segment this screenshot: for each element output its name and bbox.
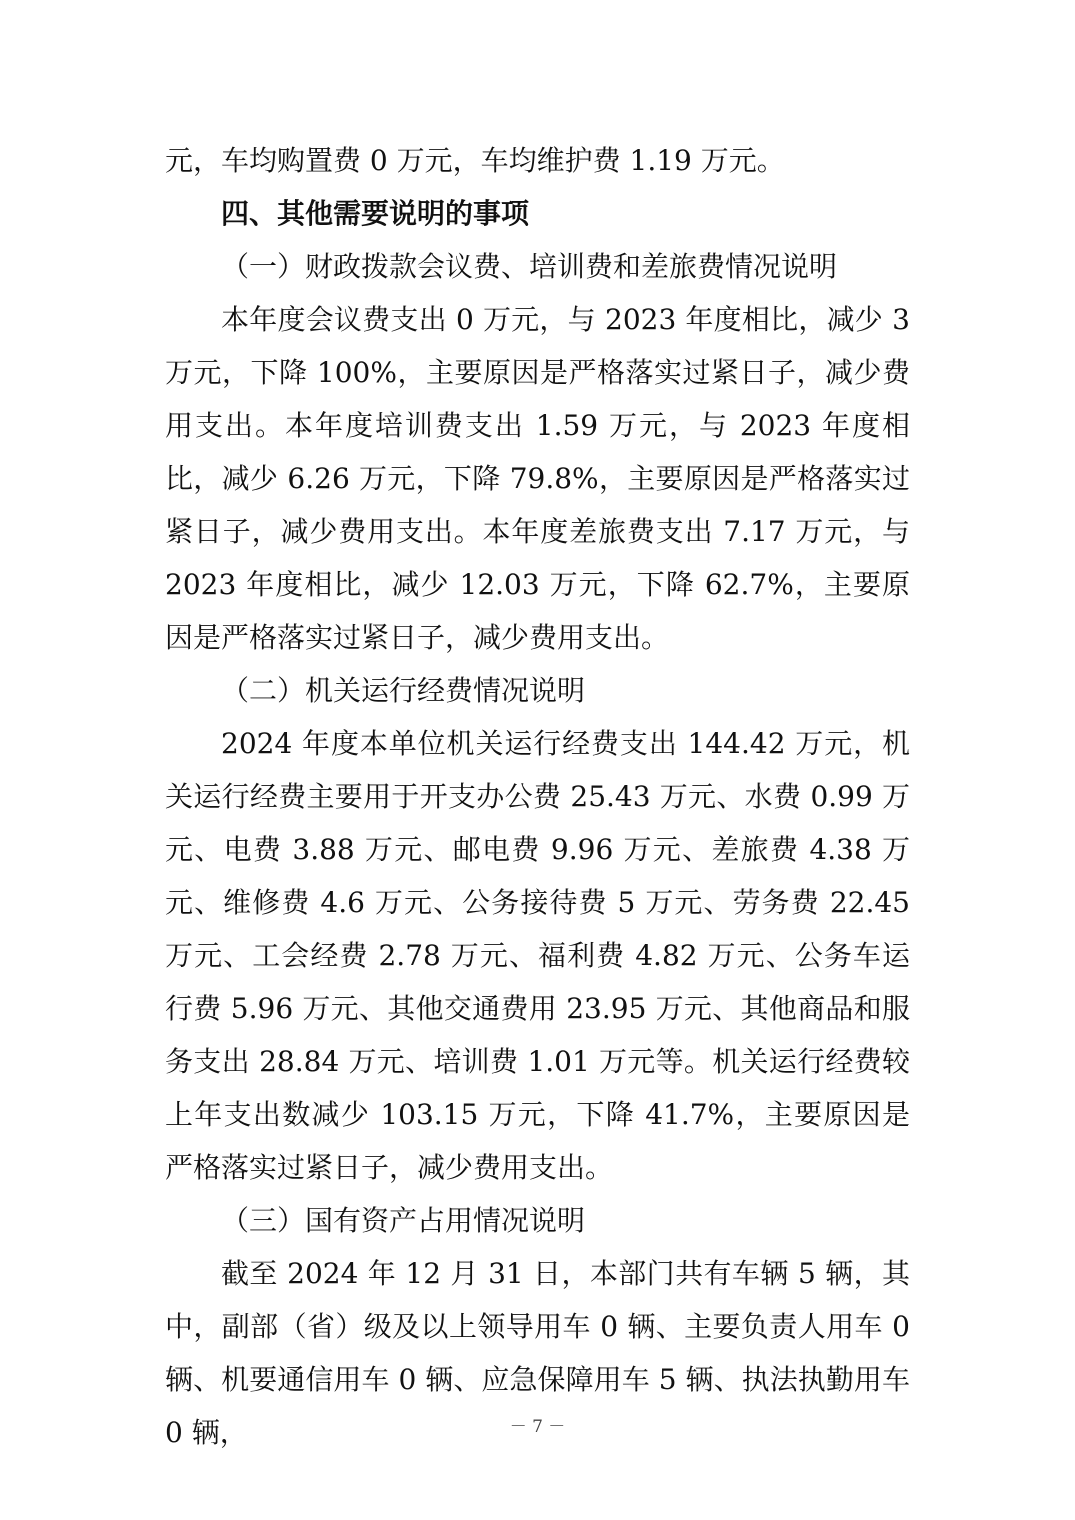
document-body: [165, 134, 910, 1459]
paragraph: 本年度会议费支出 0 万元，与 2023 年度相比，减少 3 万元，下降 100%，主要原因是严格落实过紧日子，减少费用支出。本年度培训费支出 1.59 万元，与 2023 年度相比，减少 6.26 万元，下降 79.8%，主要原因是严格落实过紧日子，减少费用支出。本年度差旅费支出 7.17 万元，与 2023 年度相比，减少 12.03 万元，下降 62.7%，主要原因是严格落实过紧日子，减少费用支出。: [165, 303, 910, 654]
subsection-heading: （一）财政拨款会议费、培训费和差旅费情况说明: [221, 250, 838, 283]
paragraph: 2024 年度本单位机关运行经费支出 144.42 万元，机关运行经费主要用于开支办公费 25.43 万元、水费 0.99 万元、电费 3.88 万元、邮电费 9.96 万元、差旅费 4.38 万元、维修费 4.6 万元、公务接待费 5 万元、劳务费 22.45 万元、工会经费 2.78 万元、福利费 4.82 万元、公务车运行费 5.96 万元、其他交通费用 23.95 万元、其他商品和服务支出 28.84 万元、培训费 1.01 万元等。机关运行经费较上年支出数减少 103.15 万元，下降 41.7%，主要原因是严格落实过紧日子，减少费用支出。: [165, 727, 910, 1184]
paragraph-continued: 元，车均购置费 0 万元，车均维护费 1.19 万元。: [165, 144, 785, 177]
section-heading: 四、其他需要说明的事项: [221, 197, 530, 230]
page-number: － 7 －: [509, 1417, 566, 1437]
subsection-heading: （三）国有资产占用情况说明: [221, 1204, 586, 1237]
paragraph: 截至 2024 年 12 月 31 日，本部门共有车辆 5 辆，其中，副部（省）级及以上领导用车 0 辆、主要负责人用车 0 辆、机要通信用车 0 辆、应急保障用车 5 辆、执法执勤用车 0 辆，: [165, 1257, 910, 1449]
subsection-heading: （二）机关运行经费情况说明: [221, 674, 586, 707]
